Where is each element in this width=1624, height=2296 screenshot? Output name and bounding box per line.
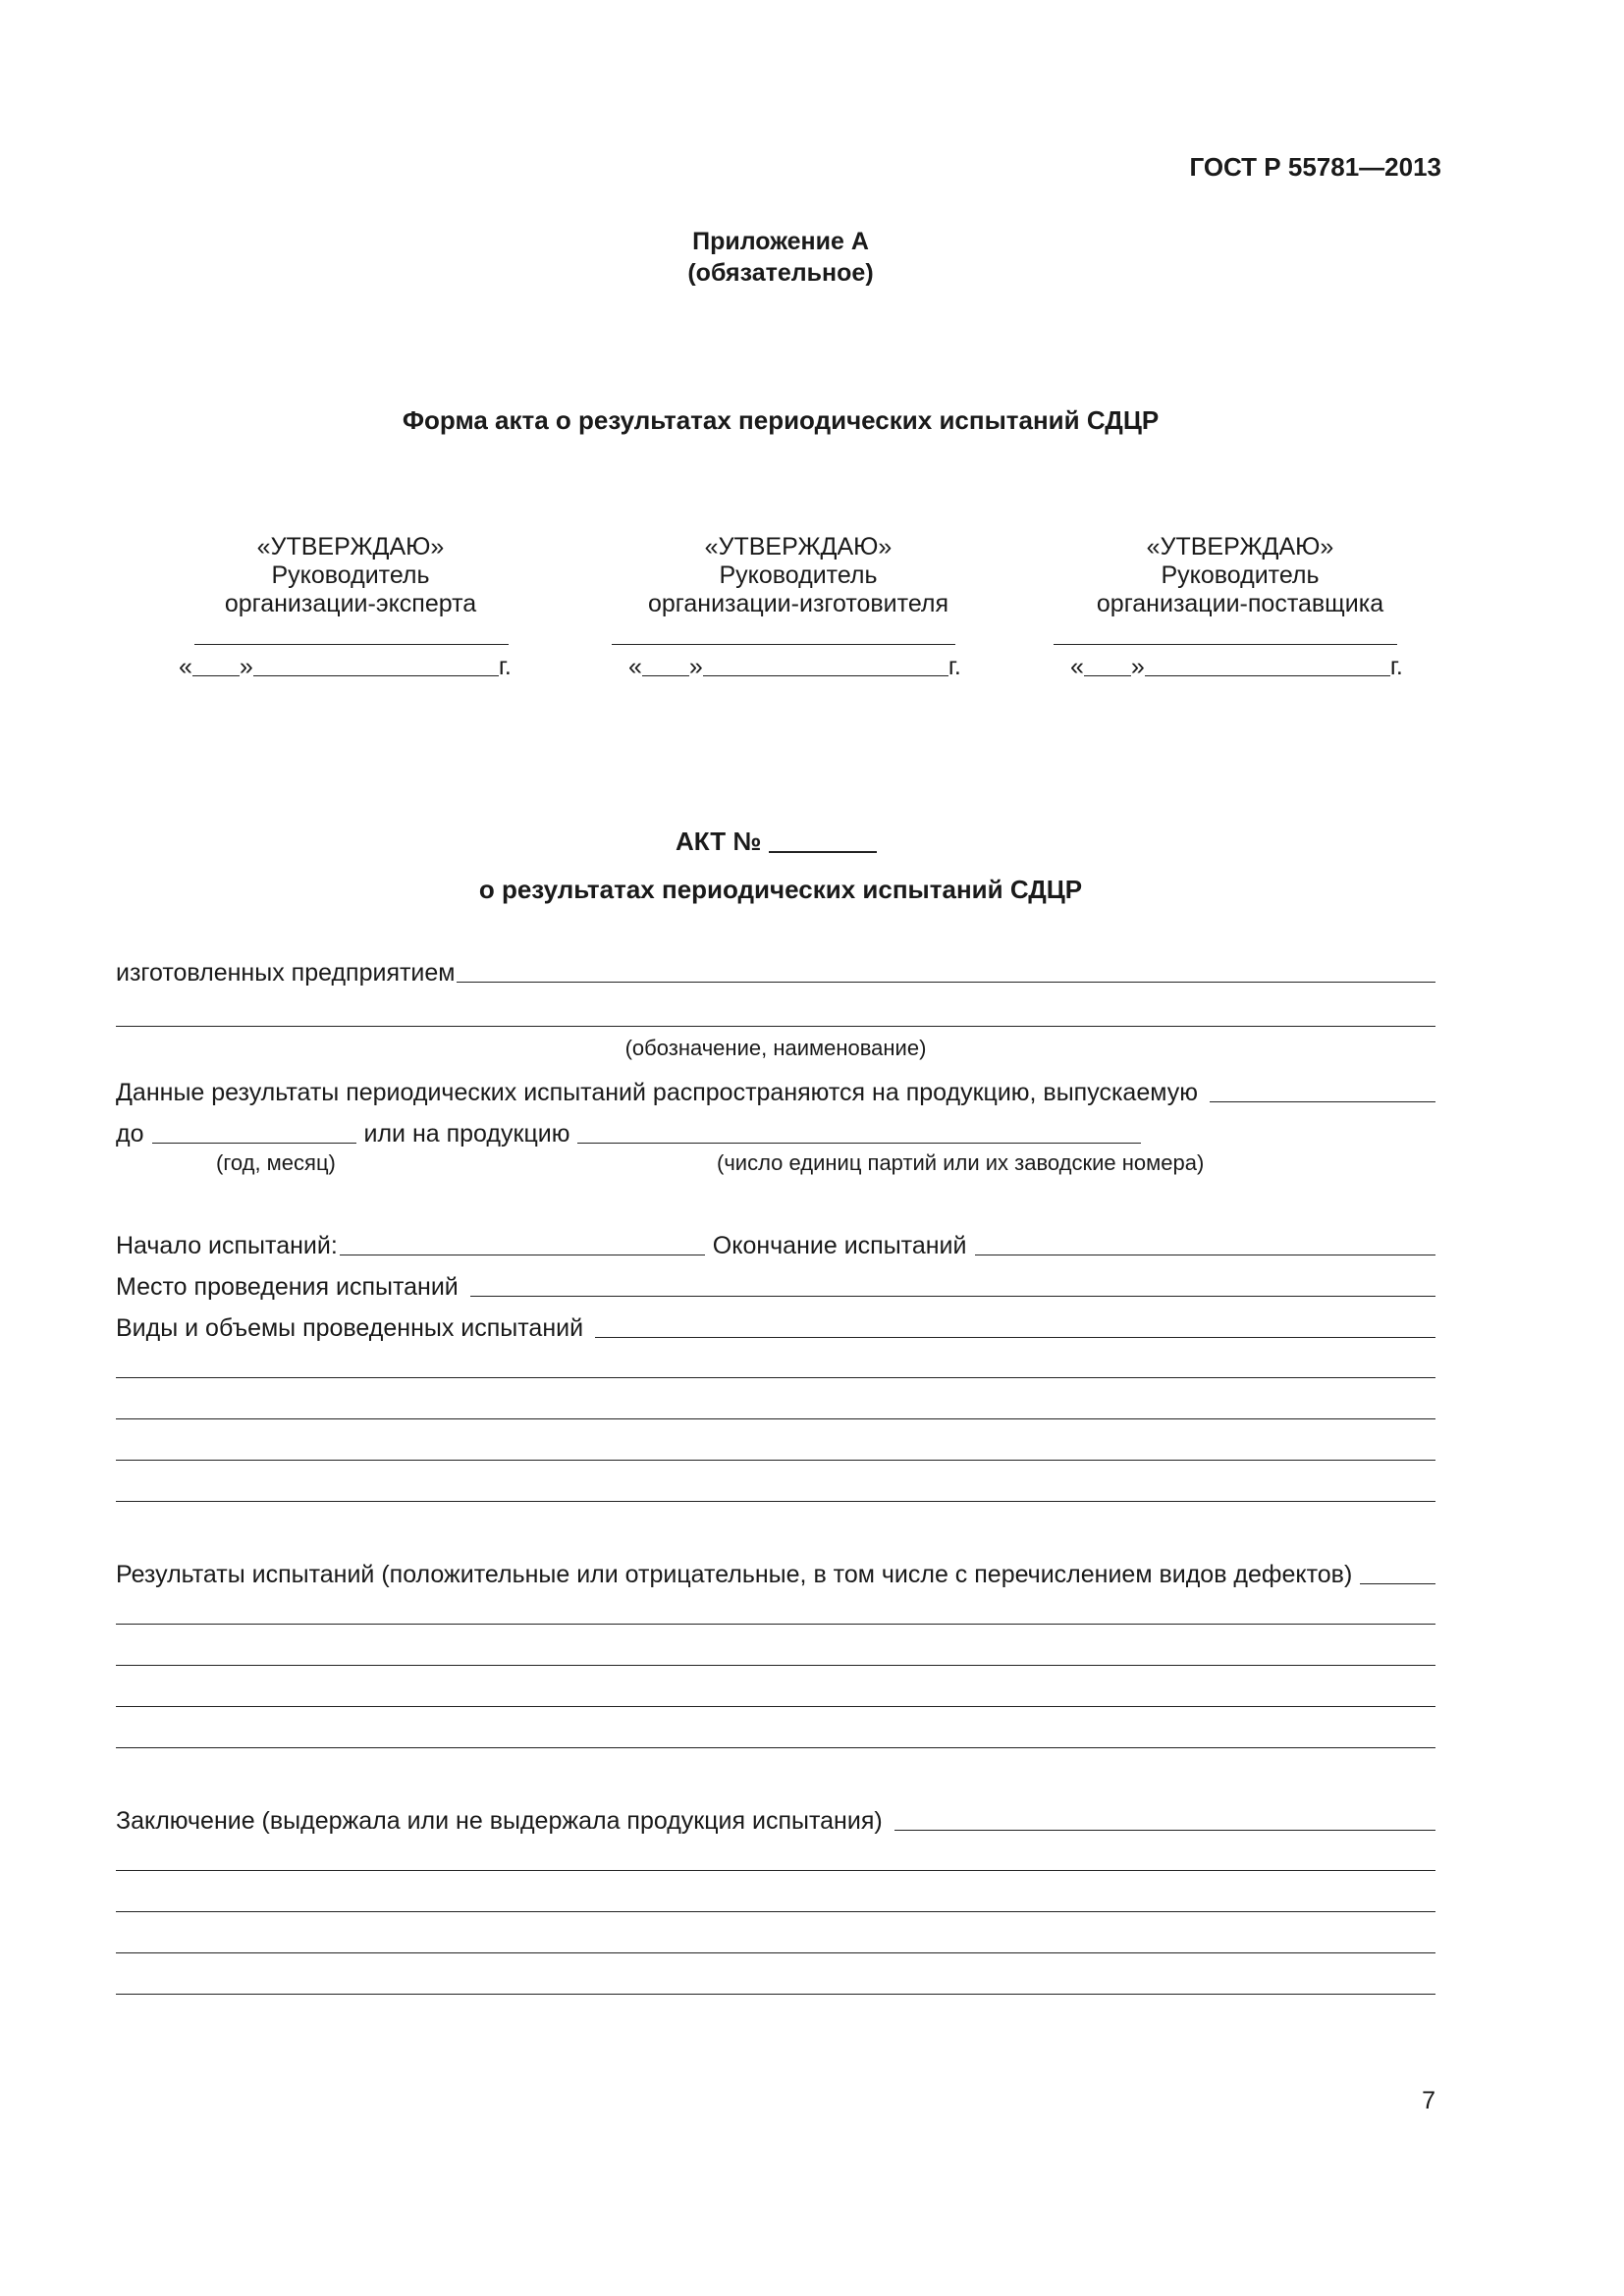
- act-number-field[interactable]: [769, 851, 877, 853]
- results-field[interactable]: [1360, 1583, 1435, 1584]
- types-line[interactable]: [116, 1460, 1435, 1461]
- signature-line-manufacturer[interactable]: [612, 644, 955, 645]
- act-number: [676, 827, 877, 857]
- close-quote: »: [1130, 653, 1145, 680]
- applies-label: Данные результаты периодических испытаний распространяются на продукцию, выпускаемую: [116, 1079, 1198, 1106]
- until-row: [116, 1117, 1147, 1148]
- standard-number: ГОСТ Р 55781—2013: [1189, 152, 1441, 182]
- conclusion-line[interactable]: [116, 1911, 1435, 1912]
- units-hint: (число единиц партий или их заводские номера): [717, 1150, 1205, 1175]
- types-row: [116, 1311, 1435, 1343]
- units-field[interactable]: [577, 1143, 1141, 1144]
- approval-role: Руководитель: [1161, 561, 1320, 589]
- start-end-row: [116, 1229, 1435, 1260]
- date-field-supplier[interactable]: [1070, 652, 1403, 681]
- close-quote: »: [239, 653, 253, 680]
- start-label: Начало испытаний:: [116, 1232, 338, 1259]
- signature-line-supplier[interactable]: [1054, 644, 1397, 645]
- types-line[interactable]: [116, 1418, 1435, 1419]
- open-quote: «: [1070, 653, 1084, 680]
- results-line[interactable]: [116, 1665, 1435, 1666]
- date-field-expert[interactable]: [179, 652, 512, 681]
- results-row: [116, 1558, 1435, 1589]
- year-month-hint: (год, месяц): [216, 1150, 336, 1175]
- designation-hint: (обозначение, наименование): [624, 1036, 927, 1060]
- date-field-manufacturer[interactable]: [628, 652, 961, 681]
- place-label: Место проведения испытаний: [116, 1273, 459, 1301]
- approval-org: организации-изготовителя: [647, 590, 949, 617]
- types-label: Виды и объемы проведенных испытаний: [116, 1314, 584, 1342]
- signature-line-expert[interactable]: [194, 644, 509, 645]
- manufactured-label: изготовленных предприятием: [116, 959, 456, 987]
- designation-field[interactable]: [116, 1026, 1435, 1027]
- approval-word: «УТВЕРЖДАЮ»: [256, 533, 445, 561]
- open-quote: «: [628, 653, 642, 680]
- manufactured-row: [116, 956, 1435, 988]
- open-quote: «: [179, 653, 192, 680]
- or-product-label: или на продукцию: [363, 1120, 570, 1148]
- types-line[interactable]: [116, 1377, 1435, 1378]
- results-line[interactable]: [116, 1747, 1435, 1748]
- act-number-label: АКТ №: [676, 827, 762, 856]
- year-suffix: г.: [1389, 653, 1403, 680]
- approval-word: «УТВЕРЖДАЮ»: [1146, 533, 1334, 561]
- until-date-field[interactable]: [152, 1143, 356, 1144]
- conclusion-row: [116, 1804, 1435, 1836]
- year-suffix: г.: [498, 653, 512, 680]
- results-line[interactable]: [116, 1706, 1435, 1707]
- form-title: Форма акта о результатах периодических испытаний СДЦР: [402, 405, 1160, 435]
- types-line[interactable]: [116, 1501, 1435, 1502]
- approval-role: Руководитель: [271, 561, 430, 589]
- page-number: 7: [1422, 2087, 1435, 2114]
- until-label: до: [116, 1120, 144, 1148]
- approval-org: организации-поставщика: [1096, 590, 1384, 617]
- applies-field[interactable]: [1210, 1101, 1435, 1102]
- appendix-status: (обязательное): [687, 259, 874, 287]
- conclusion-line[interactable]: [116, 1952, 1435, 1953]
- year-suffix: г.: [947, 653, 961, 680]
- place-row: [116, 1270, 1435, 1302]
- approval-manufacturer: [592, 533, 1004, 618]
- close-quote: »: [688, 653, 703, 680]
- approval-expert: [144, 533, 557, 618]
- results-label: Результаты испытаний (положительные или отрицательные, в том числе с перечислением видов дефектов): [116, 1561, 1353, 1588]
- applies-row: [116, 1076, 1435, 1107]
- types-field[interactable]: [595, 1337, 1435, 1338]
- conclusion-field[interactable]: [894, 1830, 1435, 1831]
- manufactured-field[interactable]: [457, 982, 1435, 983]
- act-subtitle: о результатах периодических испытаний СДЦР: [478, 875, 1083, 904]
- approval-supplier: [1034, 533, 1446, 618]
- appendix-title: Приложение А: [692, 228, 869, 255]
- approval-org: организации-эксперта: [224, 590, 477, 617]
- conclusion-line[interactable]: [116, 1994, 1435, 1995]
- approval-role: Руководитель: [719, 561, 878, 589]
- results-line[interactable]: [116, 1624, 1435, 1625]
- conclusion-line[interactable]: [116, 1870, 1435, 1871]
- end-label: Окончание испытаний: [712, 1232, 967, 1259]
- approval-word: «УТВЕРЖДАЮ»: [704, 533, 893, 561]
- place-field[interactable]: [470, 1296, 1435, 1297]
- conclusion-label: Заключение (выдержала или не выдержала продукция испытания): [116, 1807, 883, 1835]
